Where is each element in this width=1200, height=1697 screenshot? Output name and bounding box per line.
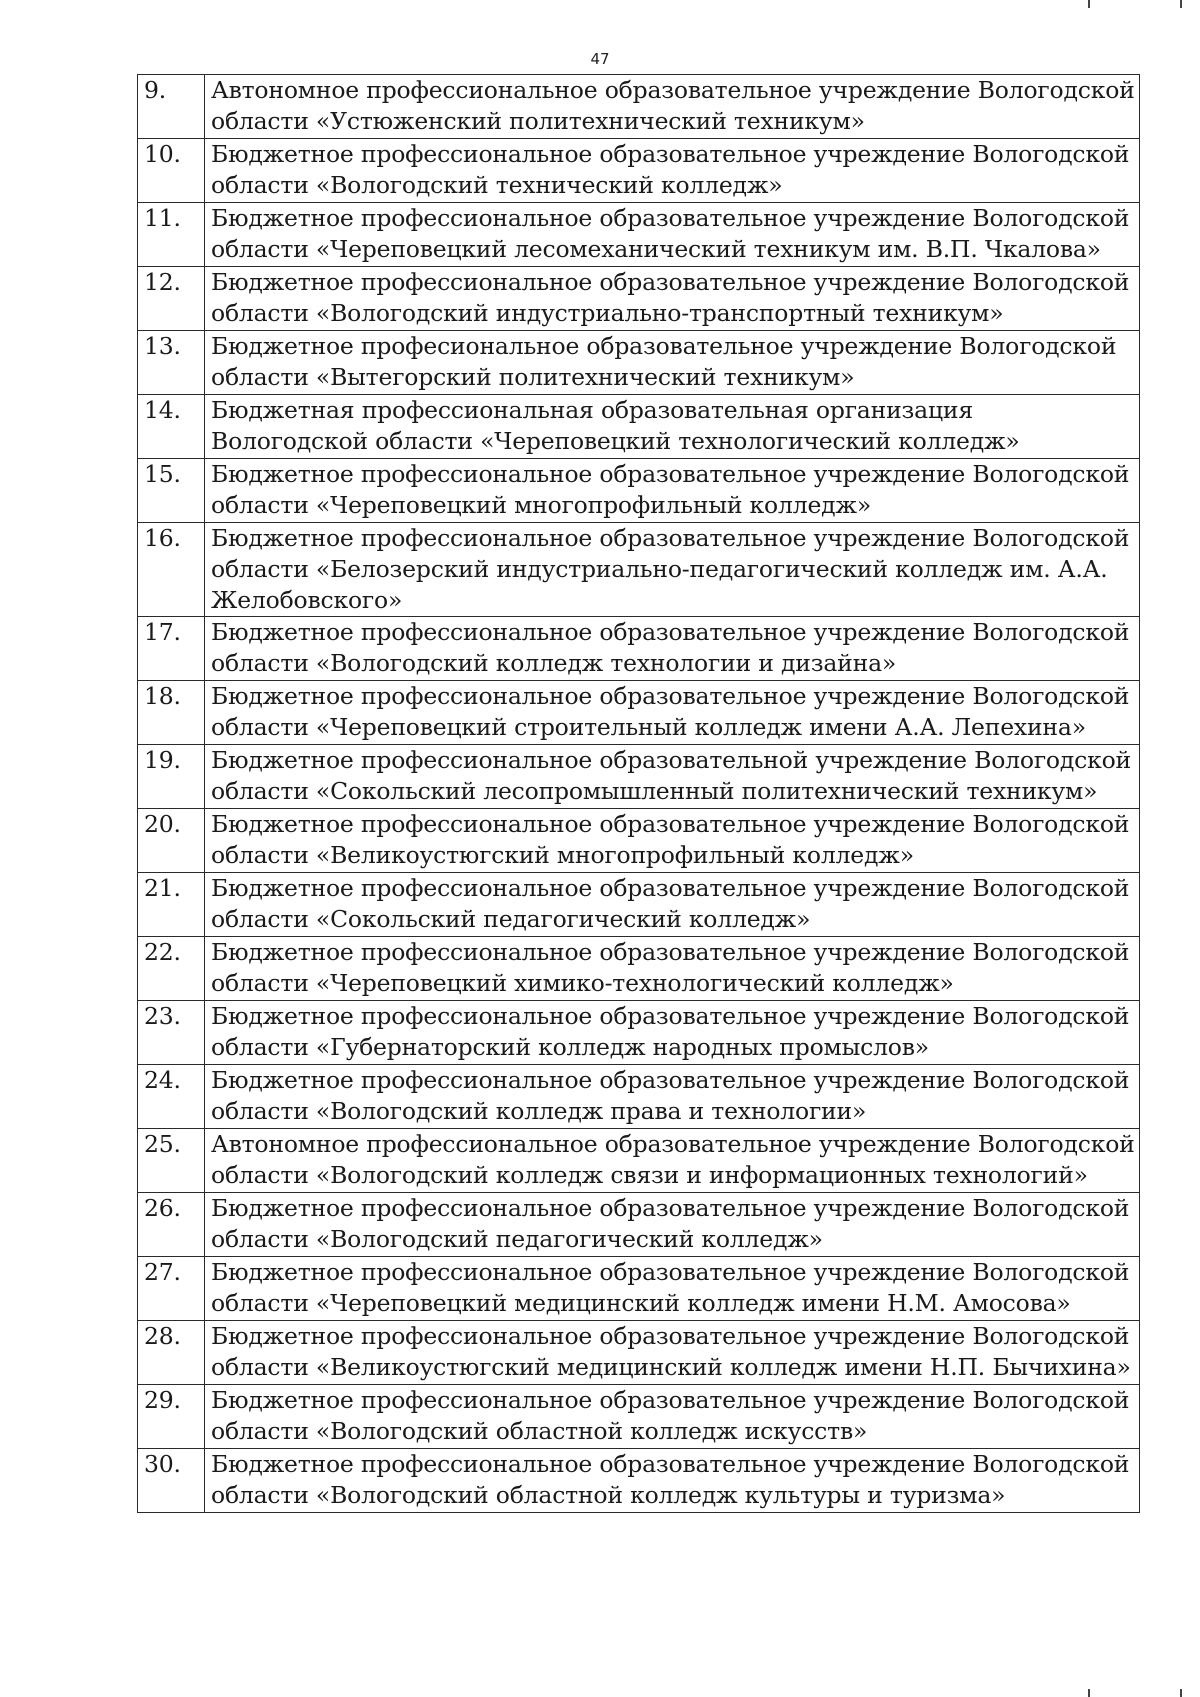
row-number: 23. <box>138 1001 205 1065</box>
scan-edge-mark <box>1088 1689 1090 1697</box>
table-row <box>138 459 1140 523</box>
institution-name: Бюджетное профессиональное образовательное учреждение Вологодской области «Великоустюгский медицинский колледж имени Н.П. Бычихина» <box>205 1321 1140 1385</box>
table-row <box>138 937 1140 1001</box>
row-number: 22. <box>138 937 205 1001</box>
row-number: 19. <box>138 745 205 809</box>
institution-name: Бюджетное профессиональное образовательное учреждение Вологодской области «Вологодский педагогический колледж» <box>205 1193 1140 1257</box>
table-row <box>138 1065 1140 1129</box>
row-number: 9. <box>138 75 205 139</box>
institution-name: Бюджетное профессиональное образовательное учреждение Вологодской области «Вологодский индустриально-транспортный техникум» <box>205 267 1140 331</box>
institution-name: Бюджетное професиональное образовательное учреждение Вологодской области «Вытегорский политехнический техникум» <box>205 331 1140 395</box>
institution-name: Бюджетное профессиональное образовательное учреждение Вологодской области «Череповецкий строительный колледж имени А.А. Лепехина» <box>205 681 1140 745</box>
institution-name: Бюджетное профессиональное образовательное учреждение Вологодской области «Вологодский областной колледж искусств» <box>205 1385 1140 1449</box>
scan-edge-mark <box>1180 1689 1182 1697</box>
table-row <box>138 523 1140 617</box>
institution-name: Бюджетное профессиональное образовательное учреждение Вологодской области «Вологодский областной колледж культуры и туризма» <box>205 1449 1140 1513</box>
institution-name: Автономное профессиональное образовательное учреждение Вологодской области «Устюженский политехнический техникум» <box>205 75 1140 139</box>
institution-name: Бюджетное профессиональное образовательное учреждение Вологодской области «Губернаторский колледж народных промыслов» <box>205 1001 1140 1065</box>
table-row <box>138 1385 1140 1449</box>
page-number: 47 <box>590 50 610 68</box>
scan-edge-mark <box>1088 0 1090 8</box>
table-row <box>138 681 1140 745</box>
institution-name: Бюджетная профессиональная образовательная организация Вологодской области «Череповецкий технологический колледж» <box>205 395 1140 459</box>
row-number: 28. <box>138 1321 205 1385</box>
institution-name: Бюджетное профессиональное образовательное учреждение Вологодской области «Белозерский индустриально-педагогический колледж им. А.А. Желобовского» <box>205 523 1140 617</box>
table-row <box>138 395 1140 459</box>
institution-name: Бюджетное профессиональное образовательное учреждение Вологодской области «Вологодский колледж права и технологии» <box>205 1065 1140 1129</box>
table-row <box>138 745 1140 809</box>
table-row <box>138 267 1140 331</box>
institution-name: Бюджетное профессиональное образовательное учреждение Вологодской области «Череповецкий лесомеханический техникум им. В.П. Чкалова» <box>205 203 1140 267</box>
table-row <box>138 75 1140 139</box>
row-number: 11. <box>138 203 205 267</box>
table-row <box>138 1321 1140 1385</box>
row-number: 20. <box>138 809 205 873</box>
table-row <box>138 331 1140 395</box>
institution-name: Бюджетное профессиональное образовательное учреждение Вологодской области «Череповецкий химико-технологический колледж» <box>205 937 1140 1001</box>
table-row <box>138 617 1140 681</box>
row-number: 15. <box>138 459 205 523</box>
row-number: 13. <box>138 331 205 395</box>
row-number: 16. <box>138 523 205 617</box>
table-row <box>138 203 1140 267</box>
row-number: 10. <box>138 139 205 203</box>
scan-edge-mark <box>1180 0 1182 8</box>
institution-name: Бюджетное профессиональное образовательное учреждение Вологодской области «Вологодский колледж технологии и дизайна» <box>205 617 1140 681</box>
table-row <box>138 1193 1140 1257</box>
institution-name: Бюджетное профессиональное образовательное учреждение Вологодской области «Череповецкий медицинский колледж имени Н.М. Амосова» <box>205 1257 1140 1321</box>
row-number: 29. <box>138 1385 205 1449</box>
table-row <box>138 139 1140 203</box>
row-number: 12. <box>138 267 205 331</box>
row-number: 30. <box>138 1449 205 1513</box>
row-number: 25. <box>138 1129 205 1193</box>
row-number: 18. <box>138 681 205 745</box>
institution-name: Бюджетное профессиональное образовательной учреждение Вологодской области «Сокольский лесопромышленный политехнический техникум» <box>205 745 1140 809</box>
table-row <box>138 809 1140 873</box>
institution-name: Автономное профессиональное образовательное учреждение Вологодской области «Вологодский колледж связи и информационных технологий» <box>205 1129 1140 1193</box>
row-number: 26. <box>138 1193 205 1257</box>
row-number: 27. <box>138 1257 205 1321</box>
table-row <box>138 1129 1140 1193</box>
row-number: 17. <box>138 617 205 681</box>
row-number: 21. <box>138 873 205 937</box>
institution-name: Бюджетное профессиональное образовательное учреждение Вологодской области «Великоустюгский многопрофильный колледж» <box>205 809 1140 873</box>
row-number: 24. <box>138 1065 205 1129</box>
institution-name: Бюджетное профессиональное образовательное учреждение Вологодской области «Вологодский технический колледж» <box>205 139 1140 203</box>
table-row <box>138 1001 1140 1065</box>
row-number: 14. <box>138 395 205 459</box>
table-row <box>138 1257 1140 1321</box>
table-row <box>138 873 1140 937</box>
institution-name: Бюджетное профессиональное образовательное учреждение Вологодской области «Сокольский педагогический колледж» <box>205 873 1140 937</box>
institution-name: Бюджетное профессиональное образовательное учреждение Вологодской области «Череповецкий многопрофильный колледж» <box>205 459 1140 523</box>
institutions-table <box>137 74 1140 1513</box>
table-row <box>138 1449 1140 1513</box>
